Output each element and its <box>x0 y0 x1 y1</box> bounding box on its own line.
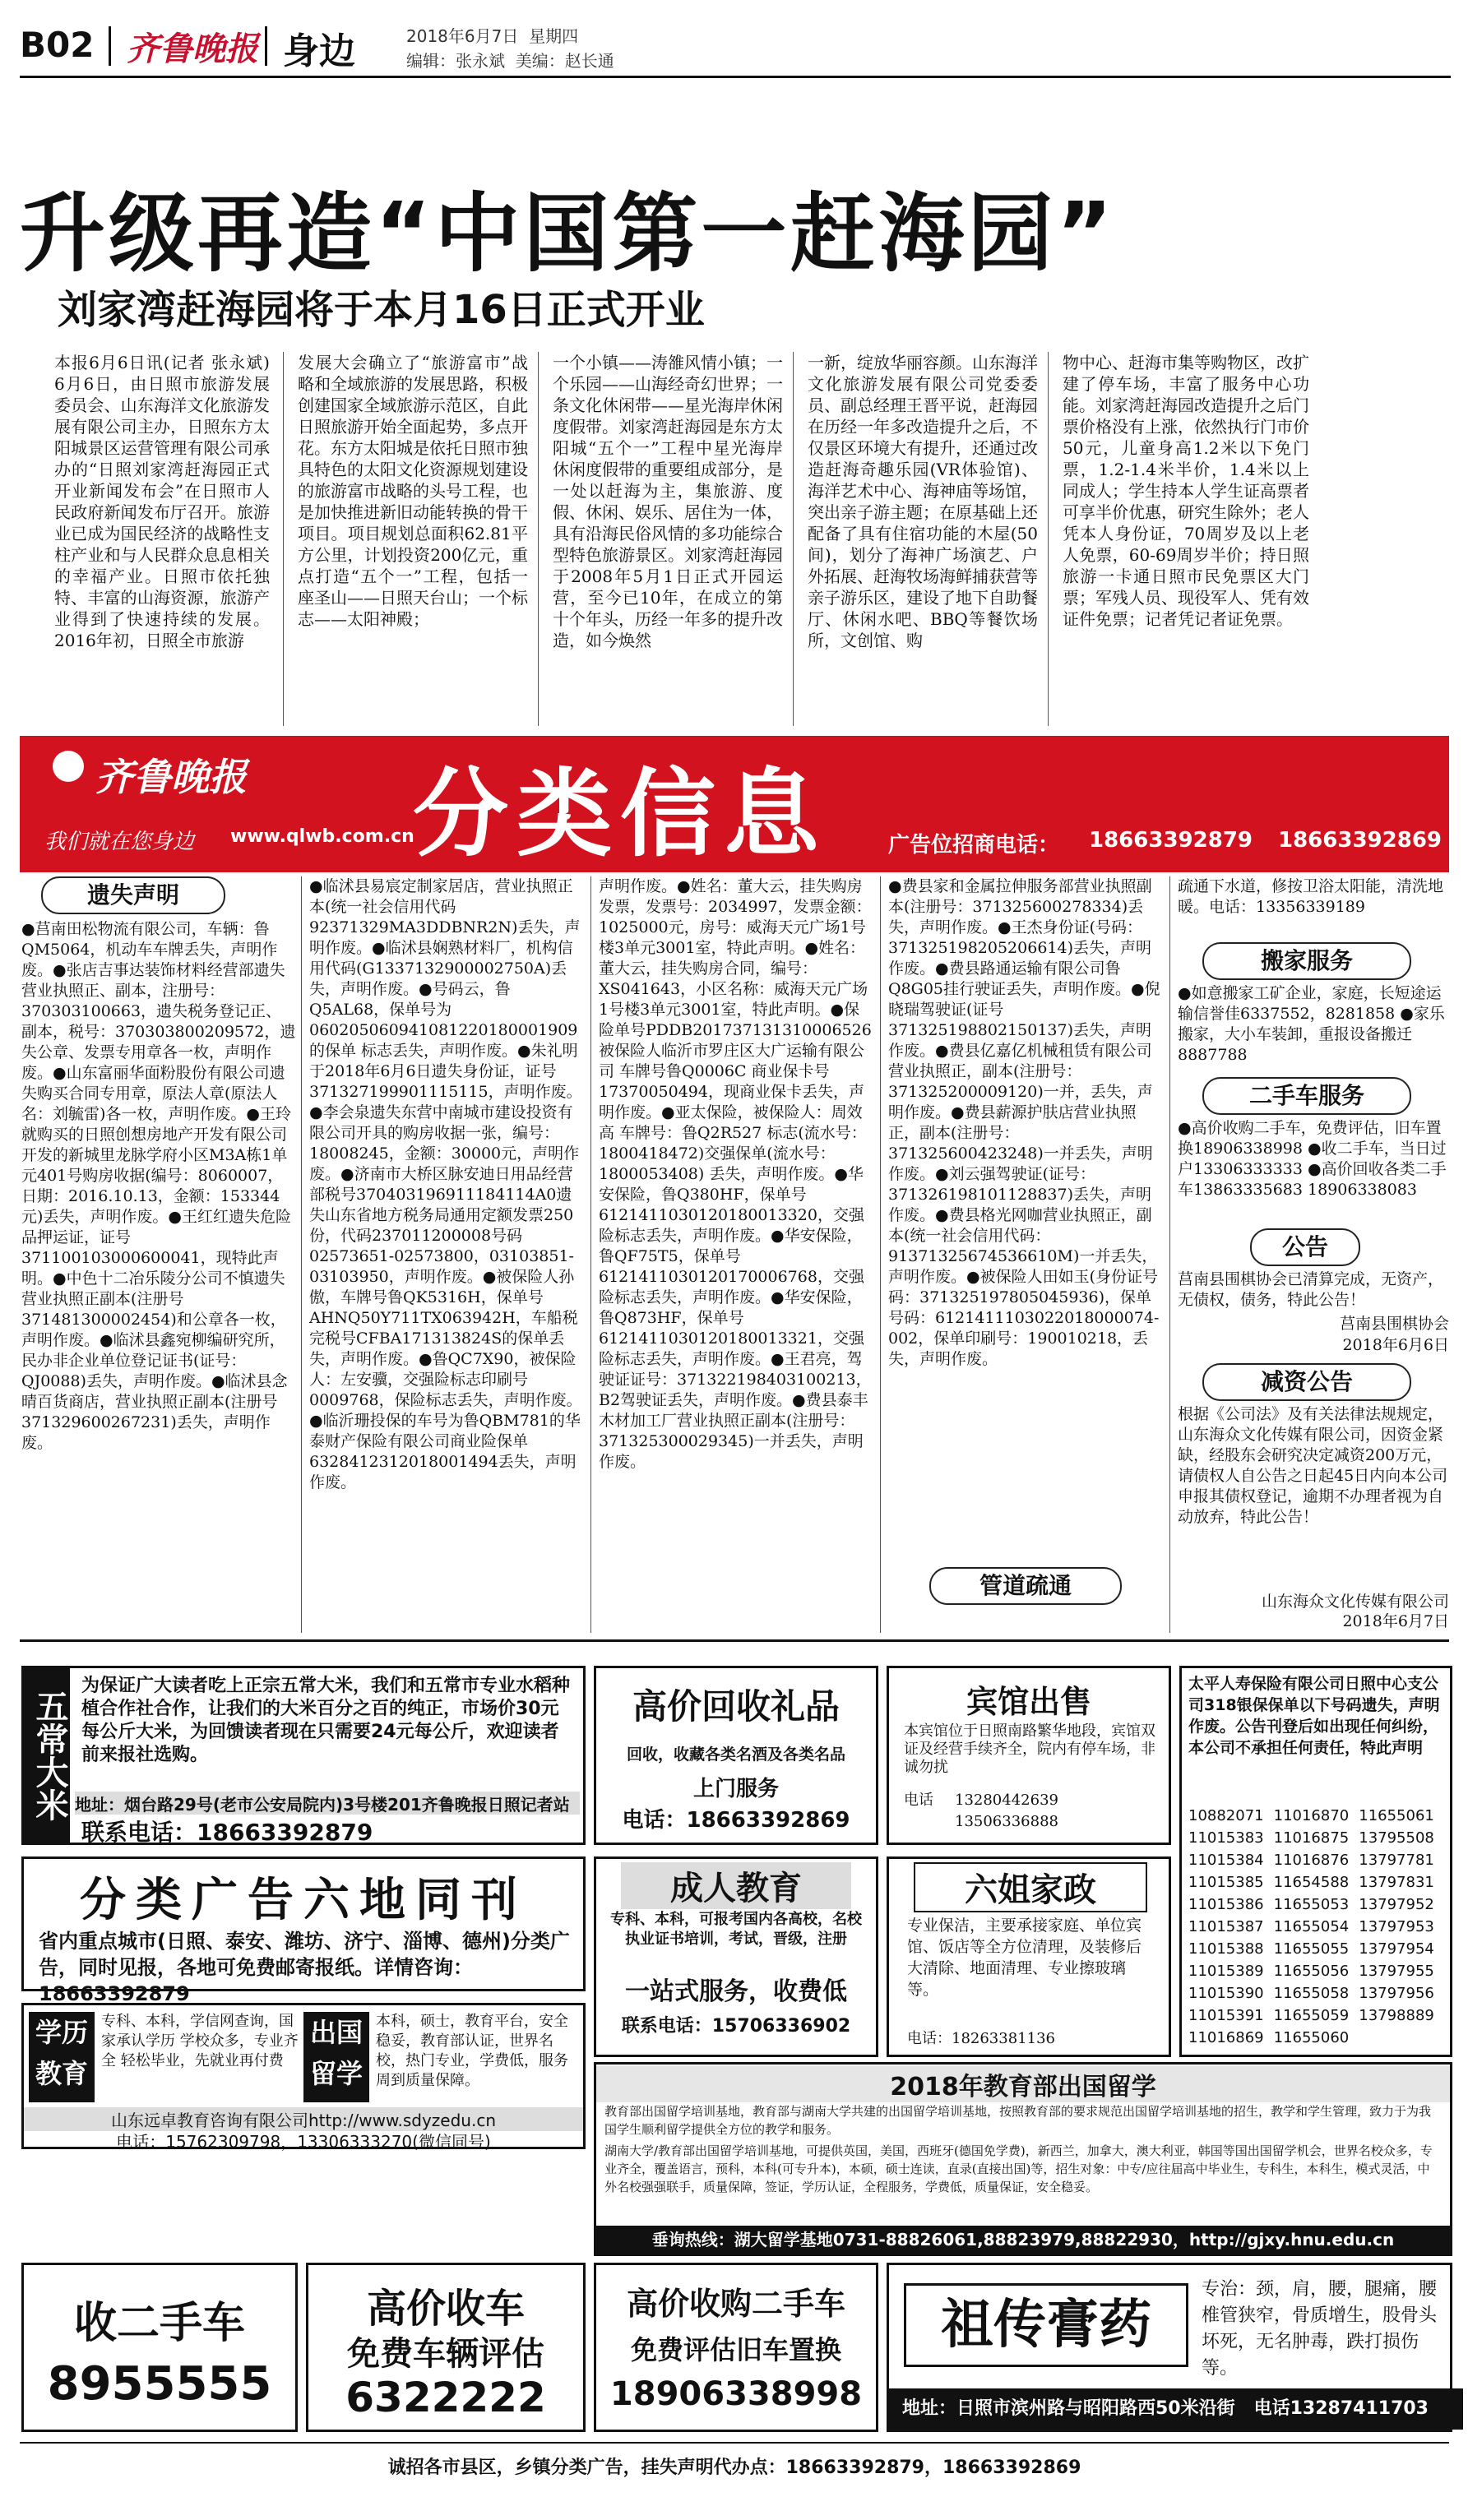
hotel-phone-label: 电话 <box>904 1792 933 1809</box>
ad-buy-used-car-2 <box>306 2263 586 2432</box>
buy-car-1-phone: 8955555 <box>47 2357 272 2411</box>
insurance-number-cell: 13797952 <box>1359 1896 1434 1913</box>
insurance-number-cell: 11015386 <box>1188 1896 1264 1913</box>
banner-slogan: 我们就在您身边 <box>44 830 195 854</box>
plaster-title: 祖传膏药 <box>904 2283 1188 2367</box>
column-rule <box>793 352 794 726</box>
buy-car-1-title: 收二手车 <box>73 2299 245 2348</box>
ad-six-cities <box>21 1856 586 2005</box>
classified-column-2: ●临沭县易宸定制家居店，营业执照正本(统一社会信用代码92371329MA3DDBNR2N)丢失，声明作废。●临沭县娴熟材料厂，机构信用代码(G1337132900002750A)丢失，声明作废。●号码云，鲁Q5AL68，保单号为060205060941081220180001909的保单 标志丢失，声明作废。●朱礼明于2018年6月6日遗失身份证，证号371327199901115115，声明作废。●李会泉遗失东营中南城市建设投资有限公司开具的购房收据一张，编号：18008245，金额：30000元，声明作废。●济南市大桥区脉安迪日用品经营部税号370403196911184114A0遗失山东省地方税务局通用定额发票250份，代码237011200008号码02573651-02573800，03103851-03103950，声明作废。●被保险人孙傲，车牌号鲁QK5316H，保单号AHNQ50Y711TX063942H，车船税完税号CFBA171313824S的保单丢失，声明作废。●鲁QC7X90，被保险人：左安骥，交强险标志印刷号0009768，保险标志丢失，声明作废。●临沂珊投保的车号为鲁QBM781的华泰财产保险有限公司商业险保单6328412312018001494丢失，声明作废。 <box>309 877 582 1491</box>
capital-reduction-title: 减资公告 <box>1202 1363 1411 1401</box>
paper-logo: 齐鲁晚报 <box>127 30 258 68</box>
hotel-text: 本宾馆位于日照南路繁华地段，宾馆双证及经营手续齐全，院内有停车场，非诚勿扰 <box>904 1722 1155 1776</box>
insurance-number-cell: 13797954 <box>1359 1940 1434 1958</box>
gift-title: 高价回收礼品 <box>632 1686 840 1727</box>
insurance-number-cell: 11015384 <box>1188 1852 1264 1869</box>
plaster-address: 地址：日照市滨州路与昭阳路西50米沿街 <box>902 2398 1235 2419</box>
banner-phone-2: 18663392869 <box>1278 828 1442 853</box>
buy-car-3-phone: 18906338998 <box>609 2375 863 2413</box>
adult-edu-slogan: 一站式服务，收费低 <box>625 1977 847 2006</box>
insurance-number-cell: 11016869 <box>1188 2029 1264 2046</box>
rice-side-label: 五常大米 <box>24 1668 70 1843</box>
page-header <box>20 18 1451 78</box>
gift-service: 上门服务 <box>692 1777 779 1801</box>
insurance-number-row <box>1188 1805 1444 1827</box>
insurance-number-cell: 11015385 <box>1188 1874 1264 1891</box>
ad-hotel-sale <box>887 1666 1171 1845</box>
adult-edu-title: 成人教育 <box>621 1862 851 1909</box>
moving-title: 搬家服务 <box>1202 942 1411 980</box>
insurance-number-cell: 11655054 <box>1273 1918 1350 1935</box>
insurance-number-cell: 11015390 <box>1188 1985 1264 2002</box>
section-name: 身边 <box>283 30 355 72</box>
insurance-number-cell: 11016870 <box>1273 1807 1350 1824</box>
abroad-text-2: 湖南大学/教育部出国留学培训基地，可提供英国，美国，西班牙(德国免学费)，新西兰，加拿大，澳大利亚，韩国等国出国留学机会，世界名校众多，专业齐全，覆盖语言，预科，本科(可专升本)，本硕，硕士连读，直录(直接出国)等，招生对象：中专/应往届高中毕业生，专科生，本科生，模式灵活，中外名校强强联手，质量保障，签证，学历认证，全程服务，学费低，质量保证，安全稳妥。 <box>604 2143 1433 2194</box>
lost-statement-title: 遗失声明 <box>41 876 225 914</box>
notice-date: 2018年6月6日 <box>1342 1336 1449 1354</box>
insurance-number-cell: 11015383 <box>1188 1829 1264 1847</box>
insurance-number-cell: 13797953 <box>1359 1918 1434 1935</box>
insurance-number-cell: 11016876 <box>1273 1852 1350 1869</box>
used-car-text: ●高价收购二手车，免费评估，旧车置换18906338998 ●收二手车，当日过户13306333333 ●高价回收各类二手车13863335683 18906338083 <box>1178 1119 1447 1199</box>
article-column-2: 发展大会确立了“旅游富市”战略和全域旅游的发展思路，积极创建国家全域旅游示范区，自此日照旅游开始全面起势，多点开花。东方太阳城是依托日照市独具特色的太阳文化资源规划建设的旅游富市战略的头号工程，也是加快推进新旧动能转换的骨干项目。项目规划总面积62.81平方公里，计划投资200亿元，重点打造“五个一”工程，包括一座圣山——日照天台山；一个标志——太阳神殿； <box>298 353 528 629</box>
column-rule <box>880 876 881 1633</box>
insurance-number-cell: 11655059 <box>1273 2007 1350 2024</box>
ad-buy-used-car-1 <box>21 2263 298 2432</box>
degree-left-title: 学历教育 <box>29 2012 95 2102</box>
column-rule <box>538 352 539 726</box>
notice-text: 莒南县围棋协会已清算完成，无资产，无债权，债务，特此公告！ <box>1178 1270 1444 1309</box>
buy-car-3-title: 高价收购二手车 <box>626 2286 845 2322</box>
degree-left-text: 专科、本科，学信网查询，国家承认学历 学校众多，专业齐全 轻松毕业，先就业再付费 <box>101 2013 299 2069</box>
ad-rice <box>21 1666 586 1845</box>
section-rule <box>20 1639 1449 1642</box>
abroad-hotline[interactable]: 垂询热线：湖大留学基地0731-88826061,88823979,88822930，http://gjxy.hnu.edu.cn <box>596 2226 1450 2254</box>
capital-reduction-text: 根据《公司法》及有关法律法规规定，山东海众文化传媒有限公司，因资金紧缺，经股东会研究决定减资200万元，请债权人自公告之日起45日内向本公司申报其债权登记，逾期不办理者视为自动放弃，特此公告！ <box>1178 1405 1448 1526</box>
divider <box>109 26 111 66</box>
hotel-phone-2: 13506336888 <box>955 1813 1058 1830</box>
gift-phone: 电话：18663392869 <box>622 1808 850 1833</box>
insurance-number-cell: 11655060 <box>1273 2029 1350 2046</box>
classified-column-4: ●费县家和金属拉伸服务部营业执照副本(注册号：371325600278334)丢失，声明作废。●王杰身份证(号码：371325198205206614)丢失，声明作废。●费县路通运输有限公司鲁Q8G05挂行驶证丢失，声明作废。●倪晓瑞驾驶证(证号371325198802150137)丢失，声明作废。●费县亿嘉亿机械租赁有限公司营业执照正，副本(注册号：371325200009120)一并，丢失，声明作废。●费县薪源护肤店营业执照正，副本(注册号：371325600423248)一并丢失，声明作废。●刘云强驾驶证(证号：371326198101128837)丢失，声明作废。●费县格光网咖营业执照正，副本(统一社会信用代码：91371325674536610M)一并丢失，声明作废。●被保险人田如玉(身份证号码：371325197805045936)，保单号码：6121411103022018000074-002，保单印刷号：190010218，丢失，声明作废。 <box>888 877 1160 1368</box>
adult-edu-text: 专科、本科，可报考国内各高校，名校执业证书培训，考试，晋级，注册 <box>610 1911 862 1948</box>
banner-phone-1: 18663392879 <box>1089 828 1253 853</box>
used-car-title: 二手车服务 <box>1202 1077 1411 1115</box>
insurance-number-cell: 13797956 <box>1359 1985 1434 2002</box>
gift-text: 回收，收藏各类名酒及各类名品 <box>626 1746 845 1764</box>
six-cities-title: 分类广告六地同刊 <box>80 1874 527 1927</box>
buy-car-3-subtitle: 免费评估旧车置换 <box>630 2334 841 2365</box>
column-rule <box>590 876 591 1633</box>
footer-rule <box>20 2442 1449 2444</box>
issue-staff: 编辑：张永斌 美编：赵长通 <box>406 51 614 71</box>
ad-degree-education <box>21 2003 586 2152</box>
classified-banner <box>20 736 1449 872</box>
insurance-number-cell: 13798889 <box>1359 2007 1434 2024</box>
hotel-title: 宾馆出售 <box>966 1684 1091 1720</box>
notice-sign: 莒南县围棋协会 <box>1339 1315 1449 1333</box>
article-column-1: 本报6月6日讯(记者 张永斌) 6月6日，由日照市旅游发展委员会、山东海洋文化旅游发展有限公司主办，日照东方太阳城景区运营管理有限公司承办的“日照刘家湾赶海园正式开业新闻发布会”在日照市人民政府新闻发布厅召开。旅游业已成为国民经济的战略性支柱产业和与人民群众息息相关的幸福产业。日照市依托独特、丰富的山海资源，旅游产业得到了快速持续的发展。2016年初，日照全市旅游 <box>54 353 270 650</box>
banner-url[interactable]: www.qlwb.com.cn <box>230 826 414 847</box>
issue-date: 2018年6月7日 星期四 <box>406 26 579 46</box>
six-cities-text: 省内重点城市(日照、泰安、潍坊、济宁、淄博、德州)分类广告，同时见报，各地可免费邮寄报纸。详情咨询：18663392879 <box>39 1930 570 2005</box>
column-rule <box>301 876 302 1633</box>
insurance-number-cell: 11015388 <box>1188 1940 1264 1958</box>
insurance-number-cell: 11655056 <box>1273 1963 1350 1980</box>
insurance-number-row <box>1188 2027 1444 2049</box>
divider <box>265 26 267 66</box>
insurance-number-row <box>1188 1982 1444 2004</box>
degree-right-text: 本科，硕士，教育平台，安全稳妥，教育部认证，世界名校，热门专业，学费低，服务周到质量保障。 <box>376 2013 568 2089</box>
insurance-number-cell: 11016875 <box>1273 1829 1350 1847</box>
degree-phone: 电话：15762309798，13306333270(微信同号) <box>116 2132 491 2152</box>
insurance-number-row <box>1188 2004 1444 2027</box>
insurance-number-cell: 11015389 <box>1188 1963 1264 1980</box>
insurance-number-cell: 13797831 <box>1359 1874 1434 1891</box>
footer-text: 诚招各市县区，乡镇分类广告，挂失声明代办点：18663392879，18663392869 <box>387 2458 1081 2478</box>
insurance-number-cell: 11015387 <box>1188 1918 1264 1935</box>
capital-reduction-date: 2018年6月7日 <box>1342 1612 1449 1630</box>
insurance-number-cell: 10882071 <box>1188 1807 1264 1824</box>
notice-title: 公告 <box>1250 1228 1360 1266</box>
insurance-number-row <box>1188 1871 1444 1893</box>
housekeeping-title: 六姐家政 <box>914 1862 1147 1912</box>
ad-buy-used-car-3 <box>594 2263 878 2432</box>
insurance-number-cell: 13797955 <box>1359 1963 1434 1980</box>
insurance-number-cell: 11655061 <box>1359 1807 1434 1824</box>
buy-car-2-title: 高价收车 <box>366 2286 525 2332</box>
insurance-number-row <box>1188 1960 1444 1982</box>
classified-column-3: 声明作废。●姓名：董大云，挂失购房发票，发票号：2034997，发票金额：1025000元，房号：威海天元广场1号楼3单元3001室，特此声明。●姓名：董大云，挂失购房合同，编号：XS041643，小区名称：威海天元广场1号楼3单元3001室，特此声明。●保险单号PDDB201737131310006526被保险人临沂市罗庄区大广运输有限公司 车牌号鲁Q0006C 商业保卡号17370050494，现商业保卡丢失，声明作废。●亚太保险，被保险人：周效高 车牌号：鲁Q2R527 标志(流水号：1800418472)交强保单(流水号：1800053408) 丢失，声明作废。●华安保险，鲁Q380HF，保单号6121411030120180013320，交强险标志丢失，声明作废。●华安保险，鲁QF75T5，保单号6121411030120170006768，交强险标志丢失，声明作废。●华安保险，鲁Q873HF，保单号6121411030120180013321，交强险标志丢失，声明作废。●王君亮，驾驶证证号：371322198403100213，B2驾驶证丢失，声明作废。●费县泰丰木材加工厂营业执照正副本(注册号：371325300029345)一并丢失，声明作废。 <box>599 877 872 1471</box>
insurance-number-cell: 11655053 <box>1273 1896 1350 1913</box>
hotel-phone-1: 13280442639 <box>955 1792 1058 1809</box>
housekeeping-phone: 电话：18263381136 <box>907 2030 1055 2047</box>
degree-company[interactable]: 山东远卓教育咨询有限公司http://www.sdyzedu.cn <box>24 2107 583 2131</box>
article-column-4: 一新，绽放华丽容颜。山东海洋文化旅游发展有限公司党委委员、副总经理王晋平说，赶海园在历经一年多改造提升之后，不仅景区环境大有提升，还通过改造赶海奇趣乐园(VR体验馆)、海洋艺术中心、海神庙等场馆，突出亲子游主题；在原基础上还配备了具有住宿功能的木屋(50间)，划分了海神广场演艺、户外拓展、赶海牧场海鲜捕获营等亲子游乐区，建设了地下自助餐厅、休闲水吧、BBQ等餐饮场所，文创馆、购 <box>808 353 1038 650</box>
insurance-number-cell: 13795508 <box>1359 1829 1434 1847</box>
abroad-text-1: 教育部出国留学培训基地，教育部与湖南大学共建的出国留学培训基地，按照教育部的要求规范出国留学培训基地的招生，教学和学生管理，致力于为我国学生顺利留学提供全方位的教学和服务。 <box>604 2104 1432 2137</box>
rice-address: 地址：烟台路29号(老市公安局院内)3号楼201齐鲁晚报日照记者站 <box>75 1792 580 1815</box>
abroad-title: 2018年教育部出国留学 <box>596 2066 1450 2102</box>
insurance-number-row <box>1188 1916 1444 1938</box>
buy-car-2-phone: 6322222 <box>345 2374 546 2421</box>
housekeeping-text: 专业保洁，主要承接家庭、单位宾馆、饭店等全方位清理，及装修后大清除、地面清理、专业擦玻璃等。 <box>907 1917 1142 1999</box>
insurance-number-row <box>1188 1827 1444 1849</box>
banner-title: 分类信息 <box>413 759 827 870</box>
insurance-number-row <box>1188 1893 1444 1916</box>
article-subheadline: 刘家湾赶海园将于本月16日正式开业 <box>58 287 705 333</box>
article-column-3: 一个小镇——涛雒风情小镇；一个乐园——山海经奇幻世界；一条文化休闲带——星光海岸休闲度假带。刘家湾赶海园是东方太阳城“五个一”工程中星光海岸休闲度假带的重要组成部分，是一处以赶海为主，集旅游、度假、休闲、娱乐、居住为一体，具有沿海民俗风情的多功能综合型特色旅游景区。刘家湾赶海园于2008年5月1日正式开园运营，至今已10年，在成立的第十个年头，历经一年多的提升改造，如今焕然 <box>553 353 783 650</box>
buy-car-2-subtitle: 免费车辆评估 <box>347 2335 544 2373</box>
page-number: B02 <box>20 25 95 65</box>
adult-edu-phone: 联系电话：15706336902 <box>621 2016 851 2037</box>
logo-mark-icon <box>53 751 84 782</box>
plaster-text: 专治：颈，肩，腰，腿痛，腰椎管狭窄，骨质增生，股骨头坏死，无名肿毒，跌打损伤等。 <box>1202 2279 1438 2379</box>
insurance-number-cell: 13797781 <box>1359 1852 1434 1869</box>
plaster-phone: 电话13287411703 <box>1253 2398 1429 2419</box>
insurance-number-cell: 11654588 <box>1273 1874 1350 1891</box>
moving-text: ●如意搬家工矿企业，家庭，长短途运输信誉佳6337552，8281858 ●家乐搬家，大小车装卸，重报设备搬迁8887788 <box>1178 984 1445 1064</box>
insurance-number-cell: 11015391 <box>1188 2007 1264 2024</box>
insurance-text: 太平人寿保险有限公司日照中心支公司318银保保单以下号码遗失，声明作废。公告刊登后如出现任何纠纷，本公司不承担任何责任，特此声明 <box>1188 1675 1440 1757</box>
plaster-footer <box>889 2388 1463 2430</box>
article-headline: 升级再造“中国第一赶海园” <box>20 183 1116 284</box>
ad-gift-recycle <box>594 1666 878 1845</box>
column-rule <box>1048 352 1049 726</box>
degree-right-title: 出国留学 <box>303 2012 369 2102</box>
drain-service: 疏通下水道，修按卫浴太阳能，清洗地暖。电话：13356339189 <box>1178 877 1444 916</box>
classified-column-1: ●莒南田松物流有限公司，车辆：鲁QM5064，机动车车牌丢失，声明作废。●张店吉事达装饰材料经营部遗失营业执照正、副本，注册号：370303100663，遗失税务登记正、副本，税号：370303800209572，遗失公章、发票专用章各一枚，声明作废。●山东富丽华面粉股份有限公司遗失购买合同专用章，原法人章(原法人名：刘毓雷)各一枚，声明作废。●王玲就购买的日照创想房地产开发有限公司开发的新城里龙脉学府小区M3A栋1单元401号购房收据(编号：8060007，日期：2016.10.13，金额：153344元)丢失，声明作废。●王红红遗失危险品押运证，证号371100103000600041，现特此声明。●中色十二冶乐陵分公司不慎遗失营业执照正副本(注册号371481300002454)和公章各一枚，声明作废。●临沭县鑫宛柳编研究所，民办非企业单位登记证书(证号：QJ0088)丢失，声明作废。●临沭县念晴百货商店，营业执照正副本(注册号371329600267231)丢失，声明作废。 <box>21 920 296 1452</box>
insurance-number-cell <box>1359 2027 1444 2049</box>
insurance-number-row <box>1188 1849 1444 1871</box>
ad-adult-education <box>594 1856 878 2057</box>
capital-reduction-sign: 山东海众文化传媒有限公司 <box>1261 1593 1449 1611</box>
insurance-number-table <box>1188 1805 1444 2049</box>
column-rule <box>283 352 284 726</box>
rice-text: 为保证广大读者吃上正宗五常大米，我们和五常市专业水稻种植合作社合作，让我们的大米百分之百的纯正，市场价30元每公斤大米，为回馈读者现在只需要24元每公斤，欢迎读者前来报社选购。 <box>81 1676 571 1765</box>
article-column-5: 物中心、赶海市集等购物区，改扩建了停车场，丰富了服务中心功能。刘家湾赶海园改造提升之后门票价格没有上涨，依然执行门市价50元，儿童身高1.2米以下免门票，1.2-1.4米半价，1.4米以上同成人；学生持本人学生证高票者可享半价优惠，研究生除外；老人凭本人身份证，70周岁及以上老人免票，60-69周岁半价；持日照旅游一卡通日照市民免票区大门票；军残人员、现役军人、凭有效证件免票；记者凭记者证免票。 <box>1063 353 1309 629</box>
ad-housekeeping <box>887 1856 1171 2057</box>
insurance-number-row <box>1188 1938 1444 1960</box>
rice-phone: 联系电话：18663392879 <box>81 1819 373 1846</box>
ad-insurance-notice <box>1179 1666 1452 2057</box>
ad-study-abroad <box>594 2062 1452 2256</box>
column-rule <box>1169 876 1170 1633</box>
dredge-title: 管道疏通 <box>929 1567 1122 1605</box>
insurance-number-cell: 11655055 <box>1273 1940 1350 1958</box>
banner-hotline-label: 广告位招商电话： <box>888 833 1060 858</box>
banner-paper-name: 齐鲁晚报 <box>95 755 247 799</box>
ad-ancestral-plaster <box>887 2263 1452 2432</box>
insurance-number-cell: 11655058 <box>1273 1985 1350 2002</box>
